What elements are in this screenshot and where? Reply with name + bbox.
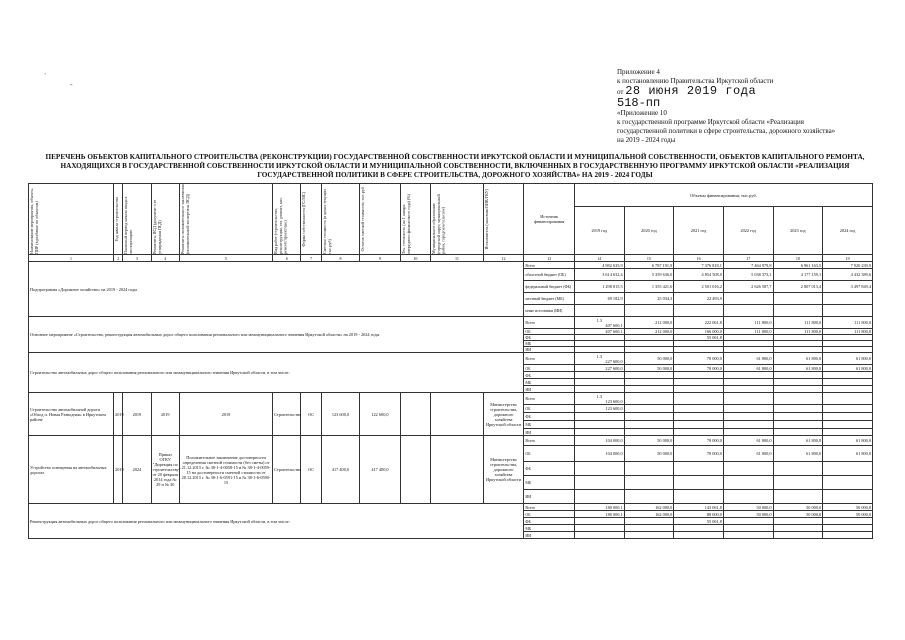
appendix-number: 518-пп (617, 96, 661, 110)
col-number: 4 (151, 255, 179, 262)
value-cell: 61 800,0 (823, 446, 873, 462)
table-row (29, 393, 873, 405)
value-cell: 162 000,0 (624, 511, 674, 518)
col-number: 8 (321, 255, 359, 262)
executor: Министерство строительства, дорожного хозяйства Иркутской области (483, 393, 524, 436)
value-cell: 212 000,0 (624, 317, 674, 329)
value-cell (773, 405, 823, 413)
value-cell (823, 532, 873, 539)
value-cell: 111 800,0 (723, 329, 773, 335)
value-cell (624, 379, 674, 386)
year-header: 2024 год (823, 207, 873, 255)
value-cell: 143 061,8 (674, 504, 724, 511)
value-cell (823, 525, 873, 532)
value-cell: 61 800,0 (823, 436, 873, 446)
value-cell: 61 800,0 (723, 436, 773, 446)
value-cell: 4 982 635,9 (574, 262, 624, 269)
appendix-header (617, 68, 887, 145)
col-header: Наименование мероприятия, объекта, ПИР (в разбивке по объектам) (29, 188, 39, 254)
value-cell (674, 490, 724, 504)
value-cell (674, 462, 724, 476)
value-cell: 4 854 508,0 (674, 269, 724, 281)
year-header: 2022 год (723, 207, 773, 255)
value-cell: 50 000,0 (773, 511, 823, 518)
value-cell: 25 034,3 (624, 293, 674, 305)
value-cell: 61 800,0 (773, 353, 823, 365)
value-cell: 3 614 632,4 (574, 269, 624, 281)
value-cell (624, 386, 674, 393)
expertise-details: 2019 (179, 393, 272, 436)
value-cell: 222 061,8 (674, 317, 724, 329)
ownership: ОС (301, 393, 321, 436)
col-number: 14 (574, 255, 624, 262)
col-number: 10 (400, 255, 430, 262)
value-cell (574, 372, 624, 379)
value-cell (773, 476, 823, 490)
value-cell (773, 386, 823, 393)
ownership: ОС (301, 436, 321, 504)
value-cell (723, 305, 773, 317)
value-cell (823, 386, 873, 393)
value-text: 123 600,0 (605, 398, 623, 404)
col-number: 11 (431, 255, 484, 262)
col-header: Реквизиты положительного заключения (положительной экспертизы ПСД) (179, 184, 190, 254)
value-cell (773, 490, 823, 504)
value-cell (574, 476, 624, 490)
value-cell: 61 800,0 (723, 365, 773, 372)
value-cell (574, 393, 624, 405)
value-cell (574, 386, 624, 393)
col-number: 13 (524, 255, 575, 262)
value-cell (574, 413, 624, 421)
table-row (29, 353, 873, 365)
source-cell: областной бюджет (ОБ) (524, 269, 575, 281)
object-name: Устройство освещения на автомобильных дорогах (29, 436, 114, 504)
value-cell: 50 000,0 (624, 446, 674, 462)
value-cell (624, 421, 674, 429)
appendix-line: государственной политики в сфере строительства, дорожного хозяйства» (617, 127, 836, 135)
value-cell: 50 000,0 (823, 511, 873, 518)
appendix-line: Приложение 4 (617, 68, 660, 76)
value-cell (574, 317, 624, 329)
col-header: Форма собственности (ГС/МС) (301, 191, 307, 247)
municipality (431, 436, 484, 504)
value-cell: 180 000,1 (574, 504, 624, 511)
value-cell: 78 000,0 (674, 353, 724, 365)
value-cell (674, 405, 724, 413)
value-cell (823, 421, 873, 429)
value-cell (723, 518, 773, 525)
col-header: Реквизиты ПСД (документ о ее утверждении ПСД) (151, 199, 162, 254)
value-cell (823, 413, 873, 421)
col-number: 18 (773, 255, 823, 262)
source-cell: МБ (524, 421, 575, 429)
value-cell (624, 518, 674, 525)
appendix-line: «Приложение 10 (617, 109, 667, 117)
col-header: Тех. готовность (на 1 января очередного финансового года) (%) (400, 193, 411, 254)
value-cell (723, 293, 773, 305)
value-cell (674, 372, 724, 379)
value-cell: 2 626 587,7 (723, 281, 773, 293)
value-cell: 4 177 159,1 (773, 269, 823, 281)
header-row (29, 184, 873, 207)
start-year: 2019 (114, 393, 123, 436)
source-cell: ФБ (524, 372, 575, 379)
value-cell (624, 305, 674, 317)
col-header: Исполнитель (заказчик/ОИВ/ГКУ) (483, 188, 489, 250)
source-cell: ОБ (524, 365, 575, 372)
value-cell (574, 462, 624, 476)
value-cell: 104 000,0 (574, 446, 624, 462)
row-code: 1.3 (596, 393, 602, 399)
section-label: Подпрограмма «Дорожное хозяйство» на 2019 - 2024 годы (29, 262, 524, 317)
document-title: ПЕРЕЧЕНЬ ОБЪЕКТОВ КАПИТАЛЬНОГО СТРОИТЕЛЬСТВА (РЕКОНСТРУКЦИИ) ГОСУДАРСТВЕННОЙ СОБСТВЕННОСТИ ИРКУТСКОЙ ОБЛАСТИ И МУНИЦИПАЛЬНОЙ СОБСТВЕННОСТИ, ОБЪЕКТОВ КАПИТАЛЬНОГО РЕМОНТА, НАХОДЯЩИХСЯ В ГОСУДАРСТВЕННОЙ СОБСТВЕННОСТИ ИРКУТСКОЙ ОБЛАСТИ И МУНИЦИПАЛЬНОЙ СОБСТВЕННОСТИ, ВКЛЮЧЕННЫХ В ГОСУДАРСТВЕННУЮ ПРОГРАММУ ИРКУТСКОЙ ОБЛАСТИ «РЕАЛИЗАЦИЯ ГОСУДАРСТВЕННОЙ ПОЛИТИКИ В СФЕРЕ СТРОИТЕЛЬСТВА, ДОРОЖНОГО ХОЗЯЙСТВА» НА 2019 - 2024 ГОДЫ (45, 153, 865, 179)
value-cell: 2 807 013,4 (773, 281, 823, 293)
value-cell: 111 800,0 (723, 317, 773, 329)
year-header: 2021 год (674, 207, 724, 255)
value-cell: 61 800,0 (773, 446, 823, 462)
value-cell (723, 413, 773, 421)
value-cell (773, 518, 823, 525)
section-label: Строительство автомобильных дорог общего пользования регионального или межмуниципального значения Иркутской области, в том числе: (29, 353, 524, 393)
value-cell (723, 476, 773, 490)
value-cell: 5 038 373,1 (723, 269, 773, 281)
value-cell (624, 413, 674, 421)
value-cell: 111 800,0 (823, 329, 873, 335)
value-cell (823, 293, 873, 305)
value-cell: 166 000,0 (674, 329, 724, 335)
value-cell: 50 000,0 (723, 511, 773, 518)
value-cell (674, 413, 724, 421)
end-year: 2024 (123, 436, 151, 504)
year-header: 2020 год (624, 207, 674, 255)
value-cell: 3 497 849,4 (823, 281, 873, 293)
object-name: Строительство автомобильной дороги «Обход п. Новая Разводная» в Иркутском районе (29, 393, 114, 436)
value-cell (773, 525, 823, 532)
source-cell: Всего (524, 317, 575, 329)
value-cell: 50 000,0 (624, 436, 674, 446)
value-cell (823, 476, 873, 490)
source-cell: ИИ (524, 490, 575, 504)
value-cell (723, 379, 773, 386)
source-cell: иные источники (ИИ) (524, 305, 575, 317)
value-cell (823, 305, 873, 317)
value-cell (823, 429, 873, 436)
section-label: Основное мероприятие «Строительство, реконструкция автомобильных дорог общего пользования регионального или межмуниципального значения Иркутской области» на 2019 - 2024 годы (29, 317, 524, 353)
value-cell: 227 600,0 (574, 365, 624, 372)
col-number: 12 (483, 255, 524, 262)
value-text: 227 600,0 (605, 358, 623, 364)
value-cell: 4 432 389,6 (823, 269, 873, 281)
value-cell: 61 800,0 (723, 353, 773, 365)
work-kind: Строительство (273, 436, 301, 504)
value-cell (823, 462, 873, 476)
value-cell: 407 600,1 (574, 329, 624, 335)
value-cell: 78 000,0 (674, 446, 724, 462)
scan-speck: ` (44, 72, 47, 81)
value-text: 407 600,1 (605, 322, 623, 328)
value-cell (674, 379, 724, 386)
value-cell: 61 800,0 (823, 365, 873, 372)
value-cell (624, 490, 674, 504)
value-cell (723, 386, 773, 393)
value-cell (674, 393, 724, 405)
appendix-line: на 2019 - 2024 годы (617, 136, 676, 144)
value-cell: 69 182,9 (574, 293, 624, 305)
value-cell (773, 421, 823, 429)
value-cell: 50 000,0 (624, 365, 674, 372)
readiness (400, 393, 430, 436)
source-cell: МБ (524, 379, 575, 386)
value-cell (723, 490, 773, 504)
table-row (29, 317, 873, 329)
value-cell: 111 800,0 (773, 317, 823, 329)
value-cell: 212 000,0 (624, 329, 674, 335)
value-cell (723, 393, 773, 405)
value-cell: 50 000,0 (823, 504, 873, 511)
remaining-cost: 122 600,0 (360, 393, 401, 436)
value-cell (574, 379, 624, 386)
source-cell: ОБ (524, 511, 575, 518)
value-cell (773, 372, 823, 379)
source-cell: ФБ (524, 518, 575, 525)
source-cell: Всего (524, 504, 575, 511)
value-cell (773, 429, 823, 436)
value-cell: 61 800,0 (773, 365, 823, 372)
source-cell: ОБ (524, 329, 575, 335)
scan-speck: - (70, 80, 73, 89)
source-cell: Всего (524, 393, 575, 405)
source-cell: федеральный бюджет (ФБ) (524, 281, 575, 293)
value-cell: 50 000,0 (723, 504, 773, 511)
col-header: Год начала строительства (114, 196, 120, 242)
objects-table (28, 183, 873, 539)
source-cell: ФБ (524, 462, 575, 476)
remaining-cost: 417 400,0 (360, 436, 401, 504)
row-code: 1.3 (596, 353, 602, 359)
col-number: 9 (360, 255, 401, 262)
source-cell: ИИ (524, 347, 575, 353)
end-year: 2019 (123, 393, 151, 436)
value-cell: 5 359 636,0 (624, 269, 674, 281)
value-cell (723, 405, 773, 413)
col-number: 15 (624, 255, 674, 262)
value-cell: 61 800,0 (823, 353, 873, 365)
value-cell (773, 413, 823, 421)
psd-details: 2019 (151, 393, 179, 436)
source-cell: местный бюджет (МБ) (524, 293, 575, 305)
col-number: 3 (123, 255, 151, 262)
value-cell: 6 961 163,5 (773, 262, 823, 269)
value-cell (823, 405, 873, 413)
table-row (29, 436, 873, 446)
value-cell: 180 000,1 (574, 511, 624, 518)
work-kind: Строительство (273, 393, 301, 436)
col-header: Муниципальное образование (городской округ, муниципальный район, городское/сельское) (431, 194, 446, 254)
value-cell (624, 476, 674, 490)
value-cell (723, 532, 773, 539)
col-number: 16 (674, 255, 724, 262)
value-cell: 61 800,0 (723, 446, 773, 462)
source-cell: ОБ (524, 446, 575, 462)
source-cell: МБ (524, 341, 575, 347)
value-cell (723, 421, 773, 429)
appendix-line: к государственной программе Иркутской области «Реализация (617, 118, 805, 126)
value-cell: 111 800,0 (773, 329, 823, 335)
value-cell (773, 532, 823, 539)
source-cell: Всего (524, 353, 575, 365)
value-cell (574, 429, 624, 436)
value-cell (574, 518, 624, 525)
value-cell (823, 372, 873, 379)
col-number: 6 (273, 255, 301, 262)
source-cell: ИИ (524, 532, 575, 539)
value-cell (574, 305, 624, 317)
row-code: 1.3 (596, 317, 602, 323)
source-cell: ФБ (524, 413, 575, 421)
value-cell (823, 518, 873, 525)
value-cell (574, 525, 624, 532)
psd-details: Приказ ОГКУ "Дирекция по строительству" от 20 февраля 2014 года № 29 и № 30 (151, 436, 179, 504)
value-cell (773, 462, 823, 476)
date-prefix: от (617, 88, 624, 96)
value-cell (823, 490, 873, 504)
value-cell: 2 501 016,2 (674, 281, 724, 293)
appendix-date: 28 июня 2019 года (625, 84, 757, 98)
estimated-cost: 417 400,0 (321, 436, 359, 504)
value-cell (624, 393, 674, 405)
value-cell (624, 372, 674, 379)
value-cell (574, 353, 624, 365)
col-number: 1 (29, 255, 114, 262)
value-cell: 22 493,9 (674, 293, 724, 305)
source-cell: МБ (524, 525, 575, 532)
readiness (400, 436, 430, 504)
col-header: Сметная стоимость (в ценах текущих тыс.руб) (321, 188, 332, 254)
section-label: Реконструкция автомобильных дорог общего пользования регионального или межмуниципального значения Иркутской области, в том числе: (29, 504, 524, 539)
value-cell (574, 421, 624, 429)
col-number: 19 (823, 255, 873, 262)
value-cell (773, 293, 823, 305)
value-cell (624, 525, 674, 532)
value-cell: 123 600,0 (574, 405, 624, 413)
value-cell: 162 000,0 (624, 504, 674, 511)
value-cell (674, 525, 724, 532)
value-cell (823, 393, 873, 405)
value-cell (723, 429, 773, 436)
value-cell (574, 532, 624, 539)
value-cell (723, 525, 773, 532)
value-cell: 7 376 818,1 (674, 262, 724, 269)
source-cell: Всего (524, 436, 575, 446)
source-cell: Всего (524, 262, 575, 269)
source-cell: ИИ (524, 386, 575, 393)
value-cell: 111 800,0 (823, 317, 873, 329)
source-cell: ФБ (524, 335, 575, 341)
start-year: 2019 (114, 436, 123, 504)
value-cell (624, 462, 674, 476)
value-cell: 1 298 815,5 (574, 281, 624, 293)
table-row (29, 262, 873, 269)
value-cell (773, 393, 823, 405)
value-cell (624, 429, 674, 436)
col-number: 2 (114, 255, 123, 262)
table-row (29, 504, 873, 511)
value-cell: 7 464 979,8 (723, 262, 773, 269)
col-header: Плановый период начала ввода в эксплуатацию (123, 196, 133, 254)
value-cell (823, 379, 873, 386)
value-cell (574, 490, 624, 504)
financing-header: Объемы финансирования, тыс.руб. (574, 184, 872, 207)
expertise-details: Положительное заключение достоверности определения сметной стоимости (без сметы) от 21.12.2015 г. № 38-1-4-0058-15 и № 38-1-4-0059-15 на достоверности сметной стоимости от 28.12.2015 г. № 38-1-6-0591-15 и № 38-1-6-0590-15 (179, 436, 272, 504)
value-cell: 61 800,0 (773, 436, 823, 446)
column-numbers-row (29, 255, 873, 262)
source-cell: ИИ (524, 429, 575, 436)
value-cell (723, 462, 773, 476)
executor: Министерство строительства, дорожного хозяйства Иркутской области (483, 436, 524, 504)
value-cell: 50 000,0 (773, 504, 823, 511)
col-number: 17 (723, 255, 773, 262)
value-cell: 78 000,0 (674, 436, 724, 446)
value-cell (624, 532, 674, 539)
municipality (431, 393, 484, 436)
appendix-line: к постановлению Правительства Иркутской области (617, 77, 774, 85)
value-cell: 50 000,0 (624, 353, 674, 365)
value-cell: 1 355 421,6 (624, 281, 674, 293)
value-cell (674, 421, 724, 429)
value-cell (674, 476, 724, 490)
value-cell (674, 429, 724, 436)
value-cell: 6 787 191,9 (624, 262, 674, 269)
value-cell: 55 061,8 (674, 335, 724, 341)
value-cell: 55 061,8 (674, 518, 724, 525)
source-cell: ОБ (524, 405, 575, 413)
table-body (29, 262, 873, 539)
col-number: 7 (301, 255, 321, 262)
col-header: Вид работ (строительство, реконструкция, тех. ремонт, кап. ремонт/проектные) (273, 197, 288, 254)
value-cell: 78 000,0 (674, 365, 724, 372)
col-number: 5 (179, 255, 272, 262)
value-cell (723, 372, 773, 379)
col-header: Источник финансирования (524, 184, 575, 255)
value-cell: 104 000,0 (574, 436, 624, 446)
value-cell (773, 379, 823, 386)
year-header: 2023 год (773, 207, 823, 255)
value-cell (624, 405, 674, 413)
value-cell (674, 386, 724, 393)
year-header: 2019 год (574, 207, 624, 255)
value-cell (674, 305, 724, 317)
value-cell: 88 000,0 (674, 511, 724, 518)
value-cell: 7 920 239,9 (823, 262, 873, 269)
value-cell (773, 305, 823, 317)
source-cell: МБ (524, 476, 575, 490)
estimated-cost: 123 600,0 (321, 393, 359, 436)
value-cell (674, 532, 724, 539)
col-header: Остаток сметной стоимости, тыс.руб (360, 186, 366, 252)
